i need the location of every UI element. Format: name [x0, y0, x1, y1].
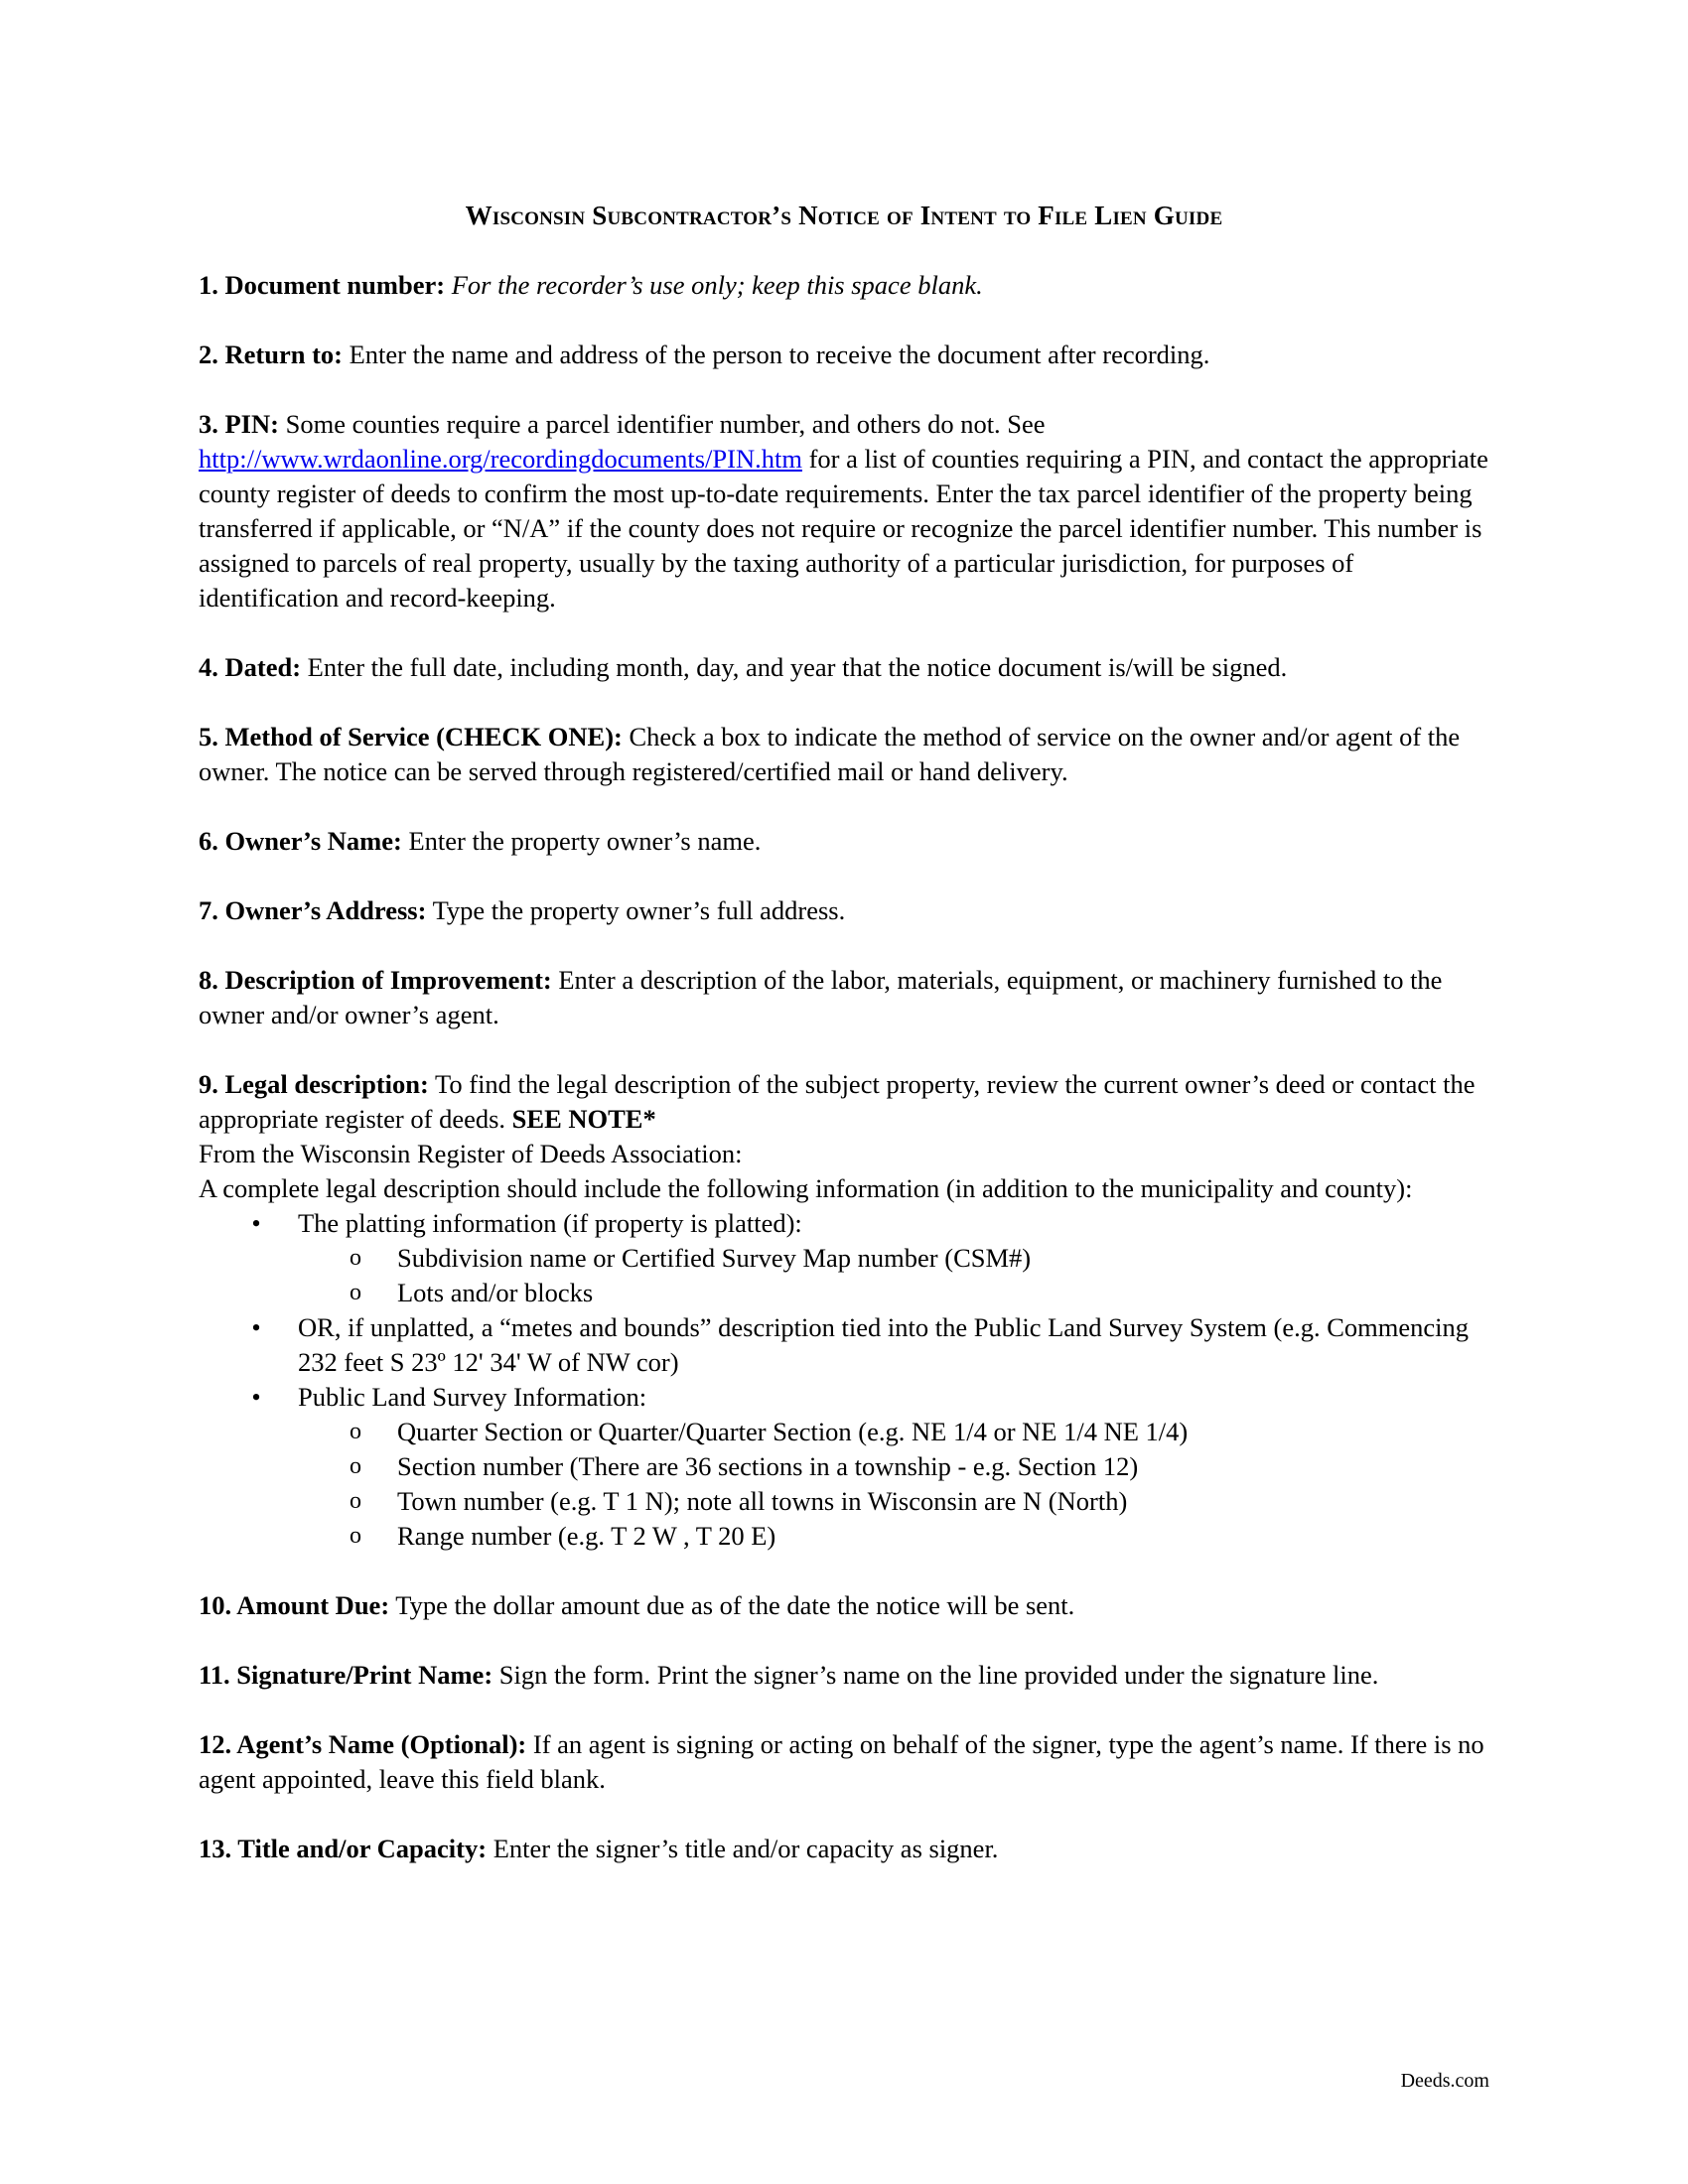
see-note: SEE NOTE* — [511, 1104, 656, 1134]
sub-list-item — [298, 1241, 1489, 1276]
circle-bullet-icon: o — [350, 1245, 361, 1271]
item-label: 9. Legal description: — [199, 1069, 429, 1099]
page-title: Wisconsin Subcontractor’s Notice of Intent to File Lien Guide — [465, 201, 1223, 230]
bullet-icon: • — [251, 1382, 261, 1412]
circle-bullet-icon: o — [350, 1523, 361, 1549]
item-text: Enter the name and address of the person to receive the document after recording. — [349, 340, 1210, 369]
item-text: Type the dollar amount due as of the date the notice will be sent. — [395, 1590, 1075, 1620]
item-text: Some counties require a parcel identifier number, and others do not. See — [285, 409, 1046, 439]
sub-list-item — [298, 1484, 1489, 1519]
item-legal-description — [199, 1067, 1489, 1554]
sub-list-item — [298, 1276, 1489, 1310]
item-label: 3. PIN: — [199, 409, 279, 439]
legal-bullet-list — [199, 1206, 1489, 1554]
item-document-number — [199, 268, 1489, 303]
item-title-capacity — [199, 1832, 1489, 1866]
sub-list-item-text: Town number (e.g. T 1 N); note all towns in Wisconsin are N (North) — [397, 1486, 1128, 1516]
item-label: 6. Owner’s Name: — [199, 826, 402, 856]
list-item-text: Public Land Survey Information: — [298, 1382, 647, 1412]
list-item-text: OR, if unplatted, a “metes and bounds” description tied into the Public Land Survey System (e.g. Commencing 232 feet S 23º 12' 34' W of NW cor) — [298, 1312, 1470, 1377]
circle-bullet-icon: o — [350, 1280, 361, 1305]
item-owner-name — [199, 824, 1489, 859]
sub-list — [298, 1241, 1489, 1310]
item-text: If an agent is signing or acting on behalf of the signer, type the agent’s name. If there is no agent appointed, leave this field blank. — [199, 1729, 1484, 1794]
item-agents-name — [199, 1727, 1489, 1797]
sub-list-item-text: Section number (There are 36 sections in a township - e.g. Section 12) — [397, 1451, 1139, 1481]
item-label: 8. Description of Improvement: — [199, 965, 552, 995]
item-text-continued: for a list of counties requiring a PIN, and contact the appropriate county register of deeds to confirm the most up-to-date requirements. Enter the tax parcel identifier of the property being transferred if applicable, or “N/A” if the county does not require or recognize the parcel identifier number. This number is assigned to parcels of real property, usually by the taxing authority of a particular jurisdiction, for purposes of identification and record-keeping. — [199, 444, 1488, 613]
item-text: Enter a description of the labor, materials, equipment, or machinery furnished to the owner and/or owner’s agent. — [199, 965, 1443, 1029]
pin-counties-link[interactable]: http://www.wrdaonline.org/recordingdocuments/PIN.htm — [199, 444, 802, 474]
item-label: 2. Return to: — [199, 340, 343, 369]
item-dated — [199, 650, 1489, 685]
item-text: For the recorder’s use only; keep this space blank. — [451, 270, 983, 300]
sub-list-item — [298, 1415, 1489, 1449]
item-text: Check a box to indicate the method of service on the owner and/or agent of the owner. The notice can be served through registered/certified mail or hand delivery. — [199, 722, 1461, 786]
item-label: 5. Method of Service (CHECK ONE): — [199, 722, 623, 751]
legal-intro: A complete legal description should include the following information (in addition to the municipality and county): — [199, 1173, 1413, 1203]
footer-brand: Deeds.com — [1400, 2070, 1489, 2092]
list-item — [199, 1206, 1489, 1310]
sub-list-item-text: Range number (e.g. T 2 W , T 20 E) — [397, 1521, 776, 1551]
sub-list-item-text: Subdivision name or Certified Survey Map number (CSM#) — [397, 1243, 1032, 1273]
item-text: Enter the signer’s title and/or capacity as signer. — [492, 1834, 999, 1863]
item-text: Enter the full date, including month, day, and year that the notice document is/will be signed. — [307, 652, 1288, 682]
legal-description-paragraph — [199, 1067, 1489, 1137]
item-label: 11. Signature/Print Name: — [199, 1660, 493, 1690]
bullet-icon: • — [251, 1312, 261, 1342]
item-text: Enter the property owner’s name. — [408, 826, 762, 856]
item-label: 13. Title and/or Capacity: — [199, 1834, 488, 1863]
list-item — [199, 1310, 1489, 1380]
sub-list-item — [298, 1519, 1489, 1554]
bullet-icon: • — [251, 1208, 261, 1238]
item-label: 1. Document number: — [199, 270, 446, 300]
circle-bullet-icon: o — [350, 1453, 361, 1479]
item-return-to — [199, 338, 1489, 372]
legal-source: From the Wisconsin Register of Deeds Association: — [199, 1139, 743, 1168]
guide-page — [199, 199, 1489, 1901]
item-pin — [199, 407, 1489, 615]
item-signature-print-name — [199, 1658, 1489, 1693]
item-text: Type the property owner’s full address. — [432, 895, 846, 925]
item-amount-due — [199, 1588, 1489, 1623]
sub-list-item-text: Quarter Section or Quarter/Quarter Section (e.g. NE 1/4 or NE 1/4 NE 1/4) — [397, 1417, 1189, 1446]
sub-list-item-text: Lots and/or blocks — [397, 1278, 594, 1307]
circle-bullet-icon: o — [350, 1419, 361, 1444]
item-label: 12. Agent’s Name (Optional): — [199, 1729, 527, 1759]
item-label: 10. Amount Due: — [199, 1590, 390, 1620]
item-text: To find the legal description of the subject property, review the current owner’s deed or contact the appropriate register of deeds. — [199, 1069, 1476, 1134]
list-item-text: The platting information (if property is platted): — [298, 1208, 802, 1238]
sub-list-item — [298, 1449, 1489, 1484]
circle-bullet-icon: o — [350, 1488, 361, 1514]
item-method-of-service — [199, 720, 1489, 789]
item-owner-address — [199, 893, 1489, 928]
item-text: Sign the form. Print the signer’s name on the line provided under the signature line. — [498, 1660, 1379, 1690]
item-label: 4. Dated: — [199, 652, 302, 682]
sub-list — [298, 1415, 1489, 1554]
list-item — [199, 1380, 1489, 1554]
item-description-of-improvement — [199, 963, 1489, 1032]
item-label: 7. Owner’s Address: — [199, 895, 427, 925]
